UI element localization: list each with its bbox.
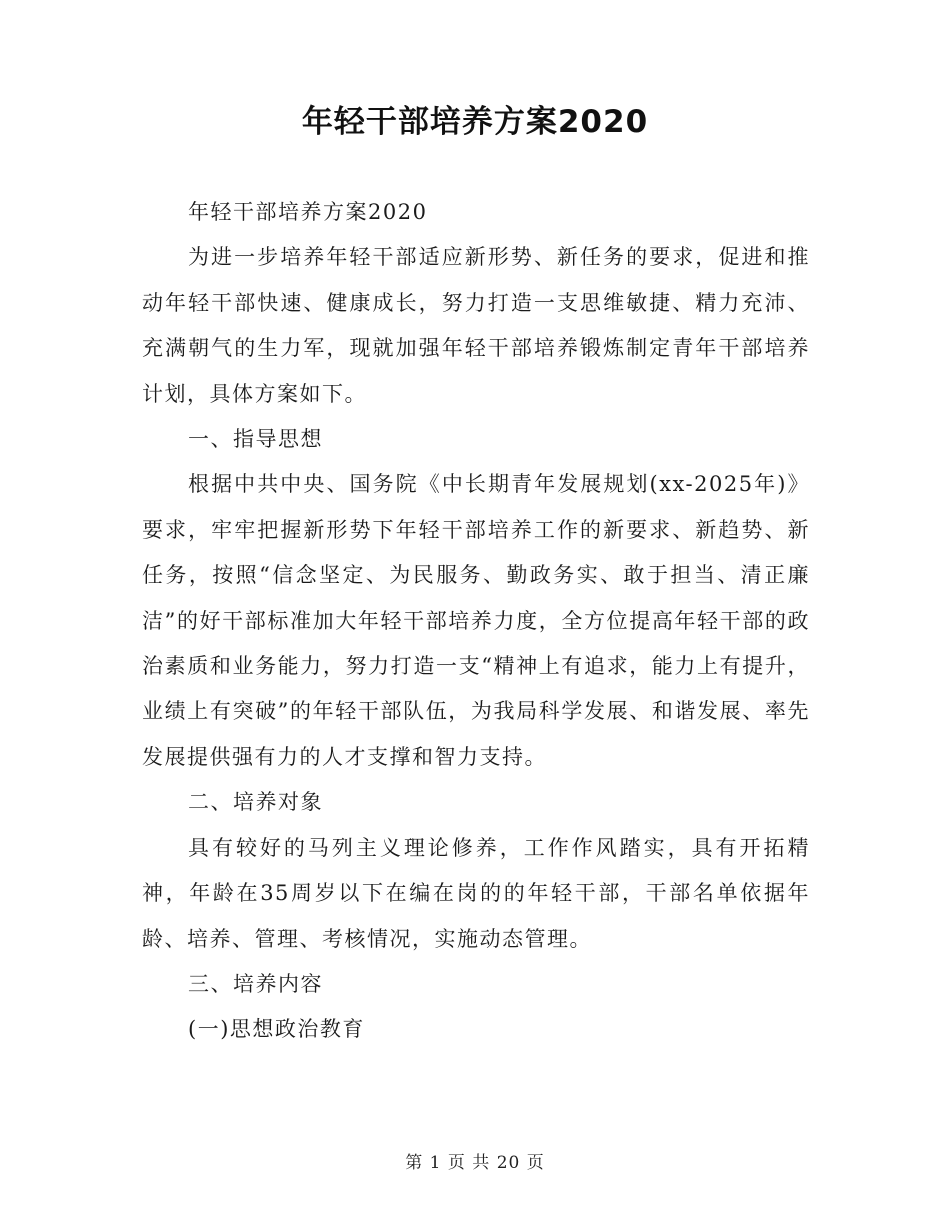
section-heading-content: 三、培养内容 [188, 971, 323, 996]
document-title: 年轻干部培养方案2020 [301, 104, 649, 140]
subsection-heading-political-education: (一)思想政治教育 [188, 1017, 365, 1042]
paragraph-intro: 为进一步培养年轻干部适应新形势、新任务的要求，促进和推动年轻干部快速、健康成长，努力打造一支思维敏捷、精力充沛、充满朝气的生力军，现就加强年轻干部培养锻炼制定青年干部培养计划，具体方案如下。 [142, 245, 810, 406]
paragraph-targets: 具有较好的马列主义理论修养，工作作风踏实，具有开拓精神，年龄在35周岁以下在编在岗的的年轻干部，干部名单依据年龄、培养、管理、考核情况，实施动态管理。 [142, 835, 810, 951]
section-heading-guiding-thought: 一、指导思想 [188, 427, 323, 452]
page-footer: 第 1 页 共 20 页 [405, 1153, 545, 1173]
paragraph-guiding-thought: 根据中共中央、国务院《中长期青年发展规划(xx-2025年)》要求，牢牢把握新形势下年轻干部培养工作的新要求、新趋势、新任务，按照“信念坚定、为民服务、勤政务实、敢于担当、清正廉洁”的好干部标准加大年轻干部培养力度，全方位提高年轻干部的政治素质和业务能力，努力打造一支“精神上有追求，能力上有提升，业绩上有突破”的年轻干部队伍，为我局科学发展、和谐发展、率先发展提供强有力的人才支撑和智力支持。 [142, 472, 810, 769]
paragraph-heading-repeat: 年轻干部培养方案2020 [188, 200, 428, 224]
document-body [142, 190, 810, 1053]
section-heading-targets: 二、培养对象 [188, 790, 323, 815]
